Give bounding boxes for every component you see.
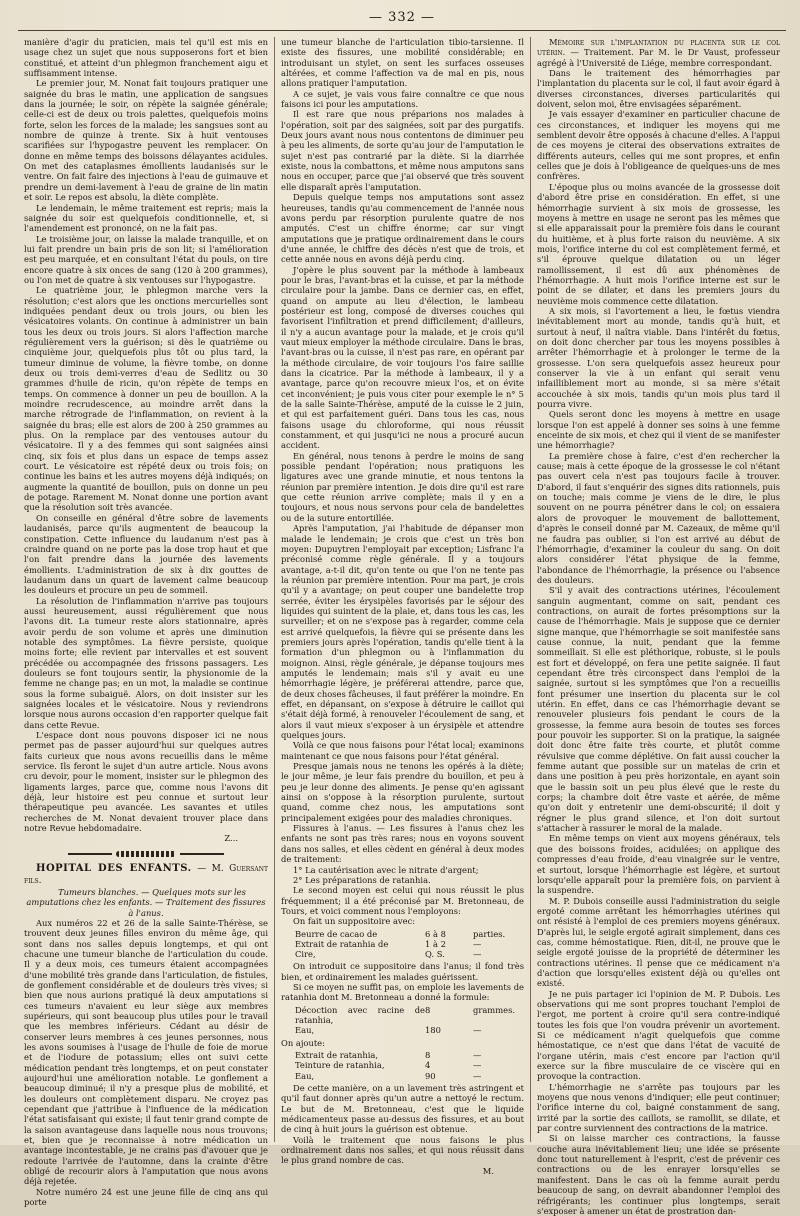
ingredient: Extrait de ratanhia de	[295, 938, 389, 949]
article-author: — Traitement. Par M. le Dr Vaust, professeur agrégé à l'Université de Liége, membre correspondant.	[537, 47, 780, 68]
paragraph: une tumeur blanche de l'articulation tibio-tarsienne. Il existe des fissures, une mobilité considérable; en introduisant un stylet, on sent les surfaces osseuses altérées, et comme l'affection va de mal en pis, nous allons pratiquer l'amputation.	[281, 37, 524, 89]
quantity: 8	[425, 1004, 431, 1015]
formula-row	[295, 1005, 524, 1026]
section-heading	[24, 863, 268, 887]
unit: —	[473, 938, 482, 949]
formula-row	[295, 939, 524, 949]
paragraph: La résolution de l'inflammation n'arrive pas toujours aussi heureusement, aussi régulièrement que nous l'avons dit. La tumeur reste alors stationnaire, après avoir perdu de son volume et après une diminution notable des symptômes. La fièvre persiste, quoique moins forte; elle revient par intervalles et est souvent précédée ou accompagnée des frissons passagers. Les douleurs se font toujours sentir, la physionomie de la femme ne change pas; en un mot, la maladie se continue sous la forme subaiguë. Alors, on doit insister sur les saignées locales et le vésicatoire. Nous y reviendrons lorsque nous aurons occasion d'en rapporter quelque fait dans cette Revue.	[24, 595, 268, 730]
paragraph: Je vais essayer d'examiner en particulier chacune de ces circonstances, et indiquer les moyens qui me semblent devoir être opposés à chacune d'elles. A l'appui de ces moyens je citerai des observations extraites de différents auteurs, celles qui me sont propres, et enfin celles que je dois à l'obligeance de quelques-uns de mes confrères.	[537, 109, 780, 182]
paragraph: En général, nous tenons à perdre le moins de sang possible pendant l'opération; nous pratiquons les ligatures avec une grande minutie, et nous tentons la réunion par première intention. Je dois dire qu'il est rare que cette réunion arrive complète; mais il y en a toujours, et nous nous servons pour cela de bandelettes ou de la suture entortillée.	[281, 450, 524, 523]
column-middle	[274, 37, 530, 1176]
quantity: 180	[425, 1025, 441, 1036]
quantity: 4	[425, 1060, 431, 1071]
paragraph: manière d'agir du praticien, mais tel qu'il est mis en usage chez un sujet que nous supposerons fort et bien constitué, et atteint d'un phlegmon franchement aigu et suffisamment intense.	[24, 37, 268, 79]
unit: parties.	[473, 928, 506, 939]
unit: —	[473, 949, 482, 960]
formula-suppositoire	[295, 929, 524, 960]
formula-row	[295, 1050, 524, 1060]
list-item: 1° La cautérisation avec le nitrate d'argent;	[293, 864, 479, 875]
paragraph: Le lendemain, le même traitement est repris; mais la saignée du soir est quelquefois conditionnelle, et, si l'amendement est prononcé, on ne la fait pas.	[24, 202, 268, 234]
paragraph: S'il y avait des contractions utérines, l'écoulement sanguin augmentant, comme on sait, pendant ces contractions, on aurait de fortes présomptions sur la cause de l'hémorrhagie. Mais je suppose que ce dernier signe manque, que l'hémorrhagie se soit manifestée sans cause connue, la nuit, pendant que la femme sommeillait. Si elle est pléthorique, robuste, si le pouls est fort et développé, on fera une petite saignée. Il faut cependant être très circonspect dans l'emploi de la saignée, surtout si les symptômes que l'on a recueillis font présumer une insertion du placenta sur le col utérin. En effet, dans ce cas l'hémorrhagie devant se renouveler plusieurs fois pendant le cours de la grossesse, la femme aura besoin de toutes ses forces pour pouvoir les supporter. Si on la pratique, la saignée doit donc être faite très courte, et plutôt comme révulsive que comme déplétive. On fait aussi coucher la femme autant que possible sur un matelas de crin et dans une position à peu près horizontale, en ayant soin que le bassin soit un peu plus élevé que le reste du corps; la chambre doit être vaste et aérée, de même qu'on doit y entretenir une demi-obscurité; il doit y régner le plus grand silence, et l'on doit surtout s'attacher à rassurer le moral de la malade.	[537, 585, 780, 834]
section-title: HOPITAL DES ENFANTS.	[36, 862, 192, 874]
formula-row	[295, 1071, 524, 1081]
paragraph: Depuis quelque temps nos amputations sont assez heureuses, tandis qu'au commencement de l'année nous avons perdu par résorption purulente quatre de nos amputés. C'est un chiffre énorme; car sur vingt amputations que je pratique ordinairement dans le cours d'une année, le chiffre des décès n'est que de trois, et cette année nous en avons déjà perdu cinq.	[281, 192, 524, 265]
paragraph: Je ne puis partager ici l'opinion de M. P. Dubois. Les observations qui me sont propres touchant l'emploi de l'ergot, me portent à croire qu'il sera contre-indiqué toutes les fois que l'on voudra prévenir un avortement. Si ce médicament n'agit quelquefois que comme hémostatique, ce n'est que dans l'état de vacuité de l'organe utérin, mais c'est encore par l'action qu'il exerce sur la fibre musculaire de ce viscère qui en provoque la contraction.	[537, 988, 780, 1082]
paragraph: J'opère le plus souvent par la méthode à lambeaux pour le bras, l'avant-bras et la cuisse, et par la méthode circulaire pour la jambe. Dans ce dernier cas, en effet, quand on ampute au lieu d'élection, le lambeau postérieur est long, composé de diverses couches qui favorisent l'infiltration et prend difficilement; d'ailleurs, il n'y a aucun avantage pour la malade, et je crois qu'il vaut mieux employer la méthode circulaire. Dans le bras, l'avant-bras ou la cuisse, il n'est pas rare, en opérant par la méthode circulaire, de voir toujours l'os faire saillie dans la cicatrice. Par la méthode à lambeaux, il y a avantage, parce qu'on recouvre mieux l'os, et on évite cet inconvénient; je puis vous citer pour exemple le n° 5 de la salle Sainte-Thérèse, amputé de la cuisse le 2 juin, et qui est parfaitement guéri. Dans tous les cas, nous faisons usage du chloroforme, qui nous réussit constamment, et qui jusqu'ici ne nous a procuré aucun accident.	[281, 264, 524, 451]
ingredient: Cire,	[295, 949, 316, 960]
paragraph: De cette manière, on a un lavement très astringent et qu'il faut donner après qu'un autre a nettoyé le rectum. Le but de M. Bretonneau, c'est que le liquide médicamenteux passe au-dessus des fissures, et au bout de cinq à huit jours la guérison est obtenue.	[281, 1082, 524, 1135]
signature: Z...	[224, 833, 238, 844]
signature: M.	[482, 1165, 494, 1176]
paragraph: On conseille en général d'être sobre de lavements laudanisés, parce qu'ils augmentent de beaucoup la constipation. Cette influence du laudanum n'est pas à craindre quand on ne porte pas la dose trop haut et que l'on fait prendre dans la journée des lavements émollients. L'administration de six à dix gouttes de laudanum dans un quart de lavement calme beaucoup les douleurs et procure un peu de sommeil.	[24, 512, 268, 596]
column-right	[530, 37, 786, 1216]
paragraph: Le quatrième jour, le phlegmon marche vers la résolution; c'est alors que les onctions mercurielles sont indiquées pendant deux ou trois jours, ou bien les vésicatoires volants. On continue à administrer un bain tous les deux ou trois jours. Si alors l'affection marche régulièrement vers la guérison; si dès le quatrième ou cinquième jour, quelquefois plus tôt ou plus tard, la tumeur diminue de volume, la fièvre tombe, on donne deux ou trois demi-verres d'eau de Sedlitz ou 30 grammes d'huile de ricin, qu'on répète de temps en temps. On commence à donner un peu de bouillon. A la moindre recrudescence, au moindre arrêt dans la marche rétrograde de l'inflammation, on revient à la saignée du bras; elle est alors de 200 à 250 grammes au plus. On la remplace par des ventouses autour du vésicatoire. Il y a des femmes qui sont saignées ainsi cinq, six fois et plus dans un espace de temps assez court. Le vésicatoire est répété deux ou trois fois; on continue les bains et les autres moyens déjà indiqués; on augmente la quantité de bouillon, puis on donne un peu de potage. Rarement M. Nonat donne une portion avant que la résolution soit très avancée.	[24, 285, 268, 513]
formula-row	[295, 949, 524, 959]
ingredient: Eau,	[295, 1070, 315, 1081]
paragraph: Si ce moyen ne suffit pas, on emploie les lavements de ratanhia dont M. Bretonneau a donné la formule:	[281, 982, 524, 1003]
paragraph: Après l'amputation, j'ai l'habitude de dépanser mon malade le lendemain; je crois que c'est un très bon moyen: Dupuytren l'employait par exception; Lisfranc l'a préconisé comme règle générale. Il y a toujours avantage, a-t-il dit, qu'on tente ou que l'on ne tente pas la réunion par première intention. Pour ma part, je crois qu'il y a avantage; on peut couper une bandelette trop serrée, éviter les érysipèles favorisés par le séjour des liquides qui suintent de la plaie, et, dans tous les cas, les surveiller; et on ne s'expose pas à regarder, comme cela est arrivé quelquefois, la fièvre qui se présente dans les premiers jours après l'opération, tandis qu'elle tient à la formation d'un phlegmon ou à l'inflammation du moignon. Ainsi, règle générale, je dépanse toujours mes amputés le lendemain; mais s'il y avait eu une hémorrhagie légère, je préférerai attendre, parce que, de deux choses fâcheuses, il faut préférer la moindre. En effet, en dépansant, on s'expose à détruire le caillot qui s'était déjà formé, à renouveler l'écoulement de sang, et alors il vaut mieux s'exposer à un érysipèle et attendre quelques jours.	[281, 523, 524, 741]
quantity: 6 à 8	[425, 928, 446, 939]
paragraph: M. P. Dubois conseille aussi l'administration du seigle ergoté comme arrêtant les hémorrhagies utérines qui ont résisté à l'emploi de ces premiers moyens généraux. D'après lui, le seigle ergoté agirait simplement, dans ces cas, comme hémostatique. Rien, dit-il, ne prouve que le seigle ergoté jouisse de la propriété de déterminer les contractions utérines. Il pense que ce médicament n'a d'action que lorsqu'elles existent déjà ou qu'elles ont existé.	[537, 895, 780, 989]
formula-row	[295, 1060, 524, 1070]
ingredient: Eau,	[295, 1025, 315, 1036]
article-title: Mémoire sur l'implantation du placenta sur le col utérin.	[537, 37, 780, 58]
quantity: 1 à 2	[425, 938, 446, 949]
formula-additions	[295, 1050, 524, 1081]
paragraph: Quels seront donc les moyens à mettre en usage lorsque l'on est appelé à donner ses soins à une femme enceinte de six mois, et chez qui il vient de se manifester une hémorrhagie?	[537, 409, 780, 451]
ingredient: Extrait de ratanhia,	[295, 1050, 379, 1061]
paragraph: Le troisième jour, on laisse la malade tranquille, et on lui fait prendre un bain pris de son lit; si l'amélioration est peu marquée, et en consultant l'état du pouls, on tire encore quatre à six onces de sang (120 à 200 grammes), ou l'on met de quatre à six ventouses sur l'hypogastre.	[24, 233, 268, 285]
unit: —	[473, 1050, 482, 1061]
unit: —	[473, 1060, 482, 1071]
unit: grammes.	[473, 1004, 515, 1015]
paragraph: La première chose à faire, c'est d'en rechercher la cause; mais à cette époque de la grossesse le col n'étant pas ouvert cela n'est pas toujours facile à trouver. D'abord, il faut s'enquérir des signes dits rationnels, puis on touche; mais comme je viens de le dire, le plus souvent on ne pourra pénétrer dans le col; on essaiera alors de provoquer le mouvement de ballottement, d'après le conseil donné par M. Cazeaux, de même qu'il ne faudra pas oublier, si l'on est arrivé au début de l'hémorrhagie, d'examiner la couleur du sang. On doit alors considérer l'état physique de la femme, l'abondance de l'hémorrhagie, la présence ou l'absence des douleurs.	[537, 450, 780, 585]
paragraph: Il est rare que nous préparions nos malades à l'opération, soit par des saignées, soit par des purgatifs. Deux jours avant nous nous contentons de diminuer peu à peu les aliments, de sorte qu'au jour de l'amputation le sujet n'est pas contrarié par la diète. Si la diarrhée existe, nous la combattons, et même nous amputons sans nous en occuper, parce que j'ai observé que très souvent elle disparaît après l'amputation.	[281, 109, 524, 192]
paragraph: Dans le traitement des hémorrhagies par l'implantation du placenta sur le col, il faut avoir égard à diverses circonstances, diverses particularités qui doivent, selon moi, être envisagées séparément.	[537, 68, 780, 110]
paragraph: L'espace dont nous pouvons disposer ici ne nous permet pas de passer aujourd'hui sur quelques autres faits curieux que nous avons recueillis dans le même service. Ils feront le sujet d'un autre article. Nous avons cru devoir, pour le moment, insister sur le phlegmon des ligaments larges, parce que, comme nous l'avons dit déjà, leur histoire est peu connue et surtout leur thérapeutique peu avancée. Les savantes et utiles recherches de M. Nonat devaient trouver place dans notre Revue hebdomadaire.	[24, 730, 268, 834]
paragraph: A ce sujet, je vais vous faire connaître ce que nous faisons ici pour les amputations.	[281, 88, 524, 110]
formula-row	[295, 1025, 524, 1035]
list-item: 2° Les préparations de ratanhia.	[293, 874, 431, 885]
paragraph: Presque jamais nous ne tenons les opérés à la diète; le jour même, je leur fais prendre du bouillon, et peu à peu je leur donne des aliments. Je pense qu'en agissant ainsi on s'oppose à la résorption purulente, surtout quand, comme chez nous, les amputations sont principalement exigées pour des maladies chroniques.	[281, 761, 524, 823]
paragraph: On introduit ce suppositoire dans l'anus; il fond très bien, et ordinairement les malades guérissent.	[281, 961, 524, 982]
paragraph: Notre numéro 24 est une jeune fille de cinq ans qui porte	[24, 1186, 268, 1208]
quantity: 8	[425, 1050, 431, 1061]
page-header	[18, 8, 786, 31]
paragraph: En même temps on vient aux moyens généraux, tels que des boissons froides, acidulées; on applique des compresses d'eau froide, d'eau vinaigrée sur le ventre, et surtout, lorsque l'hémorrhagie est légère, et surtout lorsqu'elle apparaît pour la première fois, on parvient à la suspendre.	[537, 833, 780, 896]
unit: —	[473, 1025, 482, 1036]
section-author: — M. Guersant fils.	[24, 863, 268, 886]
paragraph: A six mois, si l'avortement a lieu, le fœtus viendra inévitablement mort au monde, tandis qu'à huit, et surtout à neuf, il naîtra viable. Dans l'intérêt du fœtus, on doit donc chercher par tous les moyens possibles à arrêter l'hémorrhagie et à prolonger le terme de la grossesse. L'on sera quelquefois assez heureux pour conserver la vie à un enfant qui serait venu infailliblement mort au monde, si sa mère s'était accouchée à six mois, tandis qu'un mois plus tard il pourra vivre.	[537, 305, 780, 410]
ornamental-divider	[24, 851, 268, 857]
paragraph: Fissures à l'anus. — Les fissures à l'anus chez les enfants ne sont pas très rares; nous en voyons souvent dans nos salles, et elles cèdent en général à deux modes de traitement:	[281, 823, 524, 865]
column-left	[18, 37, 274, 1208]
paragraph: On ajoute:	[281, 1037, 325, 1048]
unit: —	[473, 1070, 482, 1081]
paragraph: On fait un suppositoire avec:	[293, 916, 416, 927]
formula-row	[295, 929, 524, 939]
ingredient: Décoction avec racine de ratanhia,	[295, 1004, 425, 1026]
paragraph: Voilà le traitement que nous faisons le plus ordinairement dans nos salles, et qui nous réussit dans le plus grand nombre de cas.	[281, 1134, 524, 1166]
ingredient: Beurre de cacao de	[295, 928, 378, 939]
ingredient: Teinture de ratanhia,	[295, 1060, 385, 1071]
section-subtitle: Tumeurs blanches. — Quelques mots sur les amputations chez les enfants. — Traitement des fissures à l'anus.	[26, 886, 266, 918]
page-number: — 332 —	[368, 10, 436, 25]
article-heading	[537, 37, 780, 68]
paragraph: L'hémorrhagie ne s'arrête pas toujours par les moyens que nous venons d'indiquer; elle peut continuer; l'orifice interne du col, baigné constamment de sang, irrité par la sortie des caillots, se ramollit, se dilate, et par contre surviennent des contractions de la matrice.	[537, 1081, 780, 1134]
paragraph: Aux numéros 22 et 26 de la salle Sainte-Thérèse, se trouvent deux jeunes filles environ du même âge, qui sont dans nos salles depuis longtemps, et qui ont chacune une tumeur blanche de l'articulation du coude. Il y a deux mois, ces tumeurs étaient accompagnées d'une mobilité très grande dans l'articulation, de fistules, de gonflement considérable et de douleurs très vives; si bien que nous aurions pratiqué là deux amputations si ces tumeurs n'avaient eu leur siège aux membres supérieurs, qui sont beaucoup plus utiles pour le travail que les membres inférieurs. Cédant au désir de conserver leurs membres à ces jeunes personnes, nous les avons soumises à l'usage de l'huile de foie de morue et de l'iodure de potassium; elles ont suivi cette médication pendant très longtemps, et on peut constater aujourd'hui une amélioration notable. Le gonflement a beaucoup diminué; il n'y a presque plus de mobilité, et les douleurs ont complètement disparu. Ne croyez pas cependant que j'attribue à l'influence de la médication l'état satisfaisant qui existe; il faut tenir grand compte de la saison avantageuse dans laquelle nous nous trouvons; et, bien que je reconnaisse à notre médication un avantage incontestable, je ne crains pas d'avouer que je redoute l'arrivée de l'automne, dans la crainte d'être obligé de recourir alors à l'amputation que nous avons déjà rejetée.	[24, 917, 268, 1187]
paragraph: Le premier jour, M. Nonat fait toujours pratiquer une saignée du bras le matin, une application de sangsues dans la journée; le soir, on répète la saignée générale; celle-ci est de deux ou trois palettes, quelquefois moins forte, selon les forces de la malade; les sangsues sont au nombre de quinze à trente. Six à huit ventouses scarifiées sur l'hypogastre peuvent les remplacer. On donne en même temps des boissons délayantes acidules. On met des cataplasmes émollients laudanisés sur le ventre. On fait faire des injections à l'eau de guimauve et prendre un demi-lavement à l'eau de graine de lin matin et soir. Le repos est absolu, la diète complète.	[24, 78, 268, 203]
quantity: 90	[425, 1070, 436, 1081]
paragraph: Si on laisse marcher ces contractions, la fausse couche aura inévitablement lieu; une idée se présente donc tout naturellement à l'esprit, c'est de prévenir ces contractions ou de les enrayer lorsqu'elles se manifestent. Dans le cas où la femme aurait perdu beaucoup de sang, on devrait abandonner l'emploi des réfrigérants; les continuer plus longtemps, serait s'exposer à amener un état de prostration dan-	[537, 1133, 780, 1216]
formula-lavement	[295, 1005, 524, 1036]
quantity: Q. S.	[425, 949, 445, 960]
paragraph: L'époque plus ou moins avancée de la grossesse doit d'abord être prise en considération. En effet, si une hémorrhagie survient à six mois de grossesse, les moyens à mettre en usage ne seront pas les mêmes que si elle apparaissait pour la première fois dans le courant du huitième, et à plus forte raison du neuvième. A six mois, l'orifice interne du col est complètement fermé, et s'il éprouve quelque dilatation ou un léger ramollissement, il est dû aux phénomènes de l'hémorrhagie. A huit mois l'orifice interne est sur le point de se dilater, et dans les premiers jours du neuvième mois commence cette dilatation.	[537, 181, 780, 306]
paragraph: Voilà ce que nous faisons pour l'état local; examinons maintenant ce que nous faisons pour l'état général.	[281, 740, 524, 761]
paragraph: Le second moyen est celui qui nous réussit le plus fréquemment; il a été préconisé par M. Bretonneau, de Tours, et voici comment nous l'employons:	[281, 885, 524, 916]
article-columns	[18, 37, 786, 1216]
